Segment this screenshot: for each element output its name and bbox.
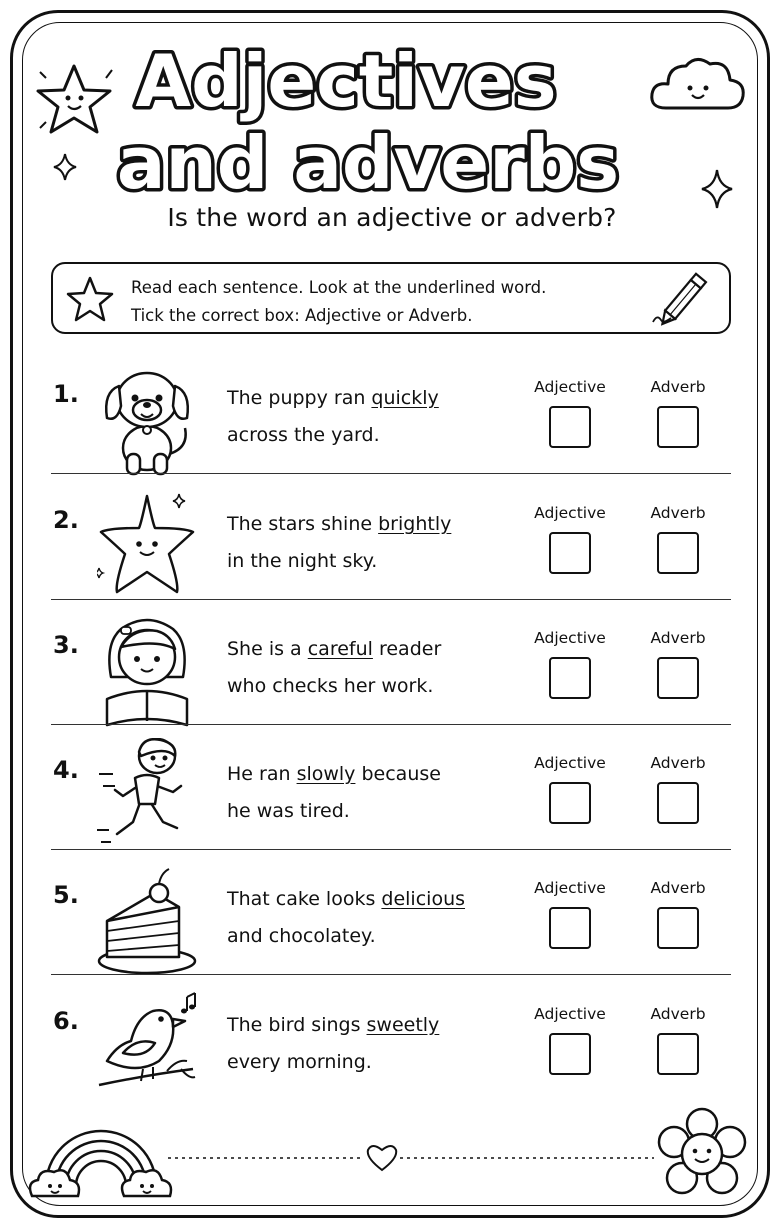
sentence-line-2: and chocolatey. — [227, 925, 376, 947]
question-row — [51, 358, 731, 483]
pencil-icon — [649, 270, 719, 328]
adjective-label: Adjective — [534, 879, 606, 897]
sentence-before: The stars shine — [227, 513, 379, 535]
underlined-word: sweetly — [366, 1014, 440, 1036]
question-number: 2. — [53, 506, 79, 534]
question-sentence — [227, 1007, 517, 1081]
question-number: 6. — [53, 1007, 79, 1035]
sentence-line-2: across the yard. — [227, 424, 380, 446]
sentence-line-2: he was tired. — [227, 800, 350, 822]
adverb-checkbox[interactable] — [657, 907, 699, 949]
underlined-word: careful — [307, 638, 373, 660]
adverb-label: Adverb — [650, 1005, 706, 1023]
smiling-cloud-icon — [648, 50, 748, 116]
sentence-line-1 — [227, 380, 517, 417]
row-divider — [51, 724, 731, 725]
adjective-label: Adjective — [534, 504, 606, 522]
sentence-line-1 — [227, 631, 517, 668]
star-outline-icon — [65, 275, 115, 323]
question-row — [51, 484, 731, 609]
sentence-line-2: who checks her work. — [227, 675, 434, 697]
bird-icon — [97, 989, 197, 1104]
cake-icon — [97, 863, 197, 978]
adjective-label: Adjective — [534, 629, 606, 647]
adverb-label: Adverb — [650, 879, 706, 897]
adverb-checkbox[interactable] — [657, 532, 699, 574]
puppy-icon — [97, 362, 197, 477]
title-line-1: Adjectives — [135, 39, 557, 123]
adjective-checkbox[interactable] — [549, 907, 591, 949]
adverb-checkbox[interactable] — [657, 782, 699, 824]
sentence-before: He ran — [227, 763, 297, 785]
question-row — [51, 985, 731, 1110]
question-sentence — [227, 506, 517, 580]
dotted-divider — [168, 1140, 654, 1176]
adjective-checkbox[interactable] — [549, 406, 591, 448]
smiling-flower-icon — [654, 1106, 750, 1206]
adverb-checkbox[interactable] — [657, 406, 699, 448]
adjective-label: Adjective — [534, 378, 606, 396]
question-row — [51, 609, 731, 734]
adverb-label: Adverb — [650, 754, 706, 772]
adverb-label: Adverb — [650, 504, 706, 522]
row-divider — [51, 599, 731, 600]
adjective-checkbox[interactable] — [549, 1033, 591, 1075]
sentence-line-1 — [227, 881, 517, 918]
question-number: 3. — [53, 631, 79, 659]
question-sentence — [227, 380, 517, 454]
rainbow-icon — [26, 1106, 176, 1206]
sentence-after: reader — [372, 638, 442, 660]
boy-running-icon — [97, 738, 197, 853]
instructions-line-1: Read each sentence. Look at the underlined word. — [131, 278, 547, 297]
sentence-before: The puppy ran — [227, 387, 372, 409]
title-line-2: and adverbs — [116, 121, 620, 198]
sentence-line-2: in the night sky. — [227, 550, 378, 572]
adverb-checkbox[interactable] — [657, 657, 699, 699]
question-number: 5. — [53, 881, 79, 909]
sentence-line-2: every morning. — [227, 1051, 372, 1073]
row-divider — [51, 974, 731, 975]
row-divider — [51, 473, 731, 474]
sentence-line-1 — [227, 506, 517, 543]
sparkle-icon — [52, 152, 78, 182]
adjective-label: Adjective — [534, 754, 606, 772]
question-row — [51, 859, 731, 984]
underlined-word: brightly — [378, 513, 452, 535]
adjective-label: Adjective — [534, 1005, 606, 1023]
underlined-word: slowly — [296, 763, 356, 785]
sentence-before: She is a — [227, 638, 308, 660]
instructions-box — [51, 262, 731, 334]
question-number: 4. — [53, 756, 79, 784]
question-sentence — [227, 881, 517, 955]
question-sentence — [227, 756, 517, 830]
instructions-text — [131, 274, 546, 330]
sentence-line-1 — [227, 1007, 517, 1044]
sentence-before: The bird sings — [227, 1014, 367, 1036]
title — [110, 28, 670, 198]
question-sentence — [227, 631, 517, 705]
underlined-word: quickly — [371, 387, 439, 409]
adjective-checkbox[interactable] — [549, 782, 591, 824]
sentence-after: because — [355, 763, 441, 785]
question-row — [51, 734, 731, 859]
star-icon — [97, 488, 197, 603]
adverb-checkbox[interactable] — [657, 1033, 699, 1075]
adjective-checkbox[interactable] — [549, 532, 591, 574]
adverb-label: Adverb — [650, 629, 706, 647]
smiling-star-icon — [32, 58, 122, 148]
adjective-checkbox[interactable] — [549, 657, 591, 699]
girl-reading-icon — [97, 613, 197, 728]
sentence-before: That cake looks — [227, 888, 382, 910]
sentence-line-1 — [227, 756, 517, 793]
row-divider — [51, 849, 731, 850]
instructions-line-2: Tick the correct box: Adjective or Adverb. — [131, 306, 473, 325]
adverb-label: Adverb — [650, 378, 706, 396]
underlined-word: delicious — [381, 888, 466, 910]
subtitle: Is the word an adjective or adverb? — [167, 203, 617, 232]
question-number: 1. — [53, 380, 79, 408]
